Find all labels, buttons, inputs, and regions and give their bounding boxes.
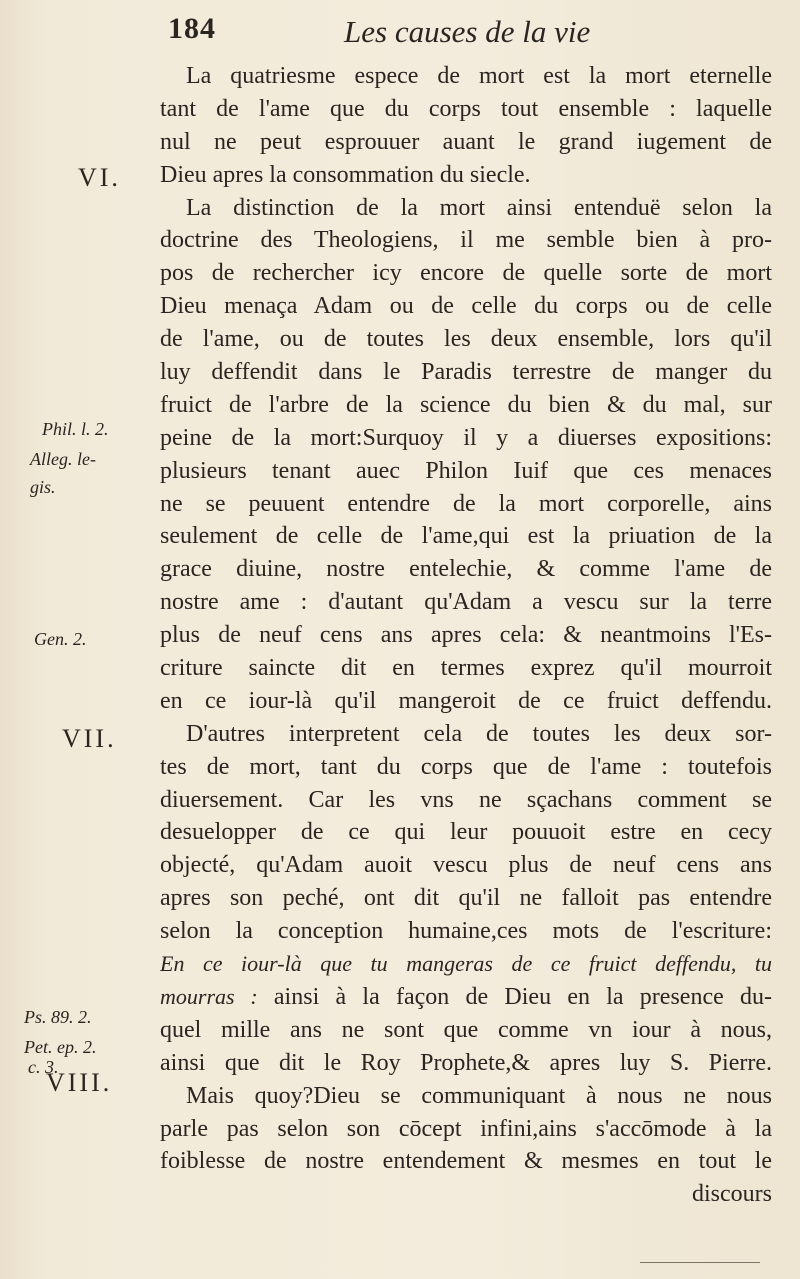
text-line-quote: En ce iour-là que tu mangeras de ce fruict deffendu, tu bbox=[160, 951, 772, 977]
text-line: de l'ame, ou de toutes les deux ensemble, lors qu'il bbox=[160, 326, 772, 353]
text-line: nul ne peut esprouuer auant le grand iugement de bbox=[160, 128, 772, 155]
text-line: apres son peché, ont dit qu'il ne falloit pas entendre bbox=[160, 885, 772, 912]
text-line: quel mille ans ne sont que comme vn iour à nous, bbox=[160, 1016, 772, 1043]
text-line: en ce iour-là qu'il mangeroit de ce fruict deffendu. bbox=[160, 687, 772, 714]
body-text bbox=[160, 60, 772, 1211]
catchword: discours bbox=[692, 1181, 772, 1208]
text-line: luy deffendit dans le Paradis terrestre de manger du bbox=[160, 359, 772, 386]
margin-note-pet: Pet. ep. 2. bbox=[24, 1037, 97, 1057]
text-line bbox=[160, 981, 772, 1014]
text-line: La quatriesme espece de mort est la mort eternelle bbox=[186, 63, 772, 89]
margin-note-ps: Ps. 89. 2. bbox=[24, 1007, 92, 1027]
margin-note-c3: c. 3. bbox=[28, 1057, 59, 1077]
text-line: pos de rechercher icy encore de quelle sorte de mort bbox=[160, 260, 772, 287]
text-line: tes de mort, tant du corps que de l'ame : toutefois bbox=[160, 753, 772, 780]
text-line: tant de l'ame que du corps tout ensemble : laquelle bbox=[160, 95, 772, 122]
margin-note-gen: Gen. 2. bbox=[34, 629, 87, 649]
text-line: diuersement. Car les vns ne sçachans comment se bbox=[160, 786, 772, 813]
text-line-rest: ainsi à la façon de Dieu en la presence du- bbox=[257, 983, 772, 1010]
text-line: plus de neuf cens ans apres cela: & neantmoins l'Es- bbox=[160, 622, 772, 649]
text-line: selon la conception humaine,ces mots de l'escriture: bbox=[160, 918, 772, 945]
text-line: criture saincte dit en termes exprez qu'il mourroit bbox=[160, 655, 772, 682]
running-title: Les causes de la vie bbox=[344, 14, 591, 49]
text-line: ainsi que dit le Roy Prophete,& apres luy S. Pierre. bbox=[160, 1049, 772, 1076]
text-line: doctrine des Theologiens, il me semble bien à pro- bbox=[160, 227, 772, 254]
text-line: plusieurs tenant auec Philon Iuif que ces menaces bbox=[160, 457, 772, 484]
text-line: ne se peuuent entendre de la mort corporelle, ains bbox=[160, 490, 772, 517]
margin-notes bbox=[24, 0, 156, 1279]
margin-note-gis: gis. bbox=[30, 477, 56, 497]
text-line: D'autres interpretent cela de toutes les deux sor- bbox=[186, 720, 772, 747]
text-line: nostre ame : d'autant qu'Adam a vescu sur la terre bbox=[160, 589, 772, 616]
text-line: Dieu apres la consommation du siecle. bbox=[160, 161, 531, 188]
page-number: 184 bbox=[168, 12, 216, 45]
quote-end: mourras : bbox=[160, 983, 258, 1009]
text-line: foiblesse de nostre entendement & mesmes en tout le bbox=[160, 1148, 772, 1175]
section-number-viii: VIII. bbox=[46, 1068, 113, 1097]
text-line: Mais quoy?Dieu se communiquant à nous ne nous bbox=[186, 1082, 772, 1109]
page-header bbox=[168, 12, 768, 56]
text-line: peine de la mort:Surquoy il y a diuerses expositions: bbox=[160, 424, 772, 451]
text-line: Dieu menaça Adam ou de celle du corps ou de celle bbox=[160, 293, 772, 320]
text-line: seulement de celle de l'ame,qui est la priuation de la bbox=[160, 523, 772, 550]
text-line: parle pas selon son cōcept infini,ains s'accōmode à la bbox=[160, 1115, 772, 1142]
text-line: grace diuine, nostre entelechie, & comme l'ame de bbox=[160, 556, 772, 583]
section-number-vi: VI. bbox=[78, 163, 121, 192]
catchword-rule bbox=[640, 1262, 760, 1263]
margin-note-alleg: Alleg. le- bbox=[30, 449, 96, 469]
text-line: objecté, qu'Adam auoit vescu plus de neuf cens ans bbox=[160, 852, 772, 879]
text-line: La distinction de la mort ainsi entenduë selon la bbox=[186, 194, 772, 221]
text-line: desuelopper de ce qui leur pouuoit estre en cecy bbox=[160, 819, 772, 846]
text-line: fruict de l'arbre de la science du bien & du mal, sur bbox=[160, 391, 772, 418]
margin-note-phil: Phil. l. 2. bbox=[42, 419, 109, 439]
section-number-vii: VII. bbox=[62, 724, 117, 753]
